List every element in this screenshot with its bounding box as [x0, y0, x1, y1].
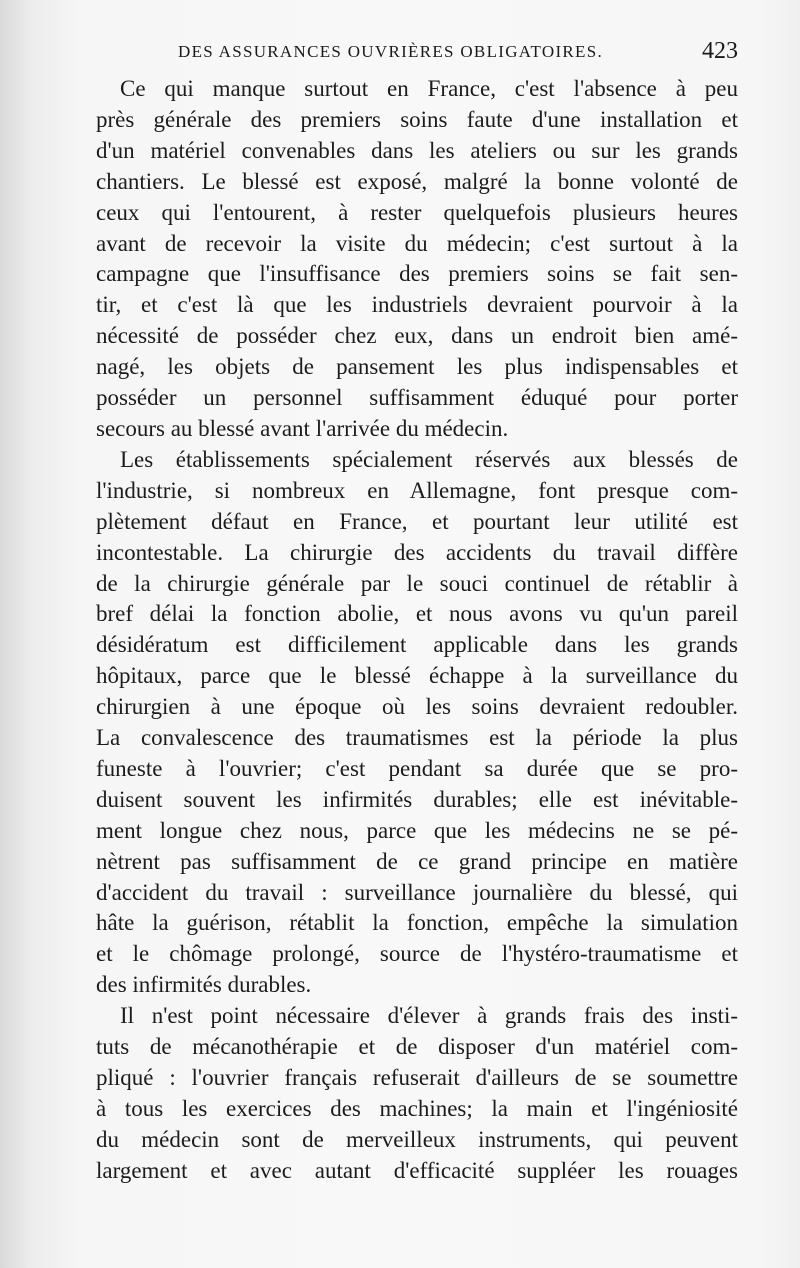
- text-line: La convalescence des traumatismes est la période la plus: [96, 725, 738, 751]
- text-line: hôpitaux, parce que le blessé échappe à la surveillance du: [96, 663, 738, 689]
- text-line: tir, et c'est là que les industriels devraient pourvoir à la: [96, 292, 738, 318]
- text-line: près générale des premiers soins faute d'une installation et: [96, 106, 738, 132]
- text-line: l'industrie, si nombreux en Allemagne, font presque com-: [96, 477, 738, 503]
- text-line: désidératum est difficilement applicable dans les grands: [96, 632, 738, 658]
- text-line: nètrent pas suffisamment de ce grand principe en matière: [96, 848, 738, 874]
- text-line: Ce qui manque surtout en France, c'est l'absence à peu: [120, 76, 738, 101]
- text-line: d'accident du travail : surveillance journalière du blessé, qui: [96, 879, 738, 905]
- text-line: d'un matériel convenables dans les ateliers ou sur les grands: [96, 137, 738, 163]
- text-line: ceux qui l'entourent, à rester quelquefois plusieurs heures: [96, 199, 738, 225]
- body-text: [96, 74, 738, 1187]
- text-line: largement et avec autant d'efficacité suppléer les rouages: [96, 1157, 738, 1183]
- text-line: plètement défaut en France, et pourtant leur utilité est: [96, 508, 738, 534]
- text-line: secours au blessé avant l'arrivée du médecin.: [96, 415, 509, 441]
- text-line: duisent souvent les infirmités durables; elle est inévitable-: [96, 786, 738, 812]
- text-line: nagé, les objets de pansement les plus indispensables et: [96, 354, 738, 380]
- text-line: incontestable. La chirurgie des accidents du travail diffère: [96, 539, 738, 565]
- text-line: chirurgien à une époque où les soins devraient redoubler.: [96, 694, 738, 720]
- page-number: 423: [702, 38, 738, 64]
- text-line: et le chômage prolongé, source de l'hystéro-traumatisme et: [96, 941, 738, 967]
- text-line: chantiers. Le blessé est exposé, malgré la bonne volonté de: [96, 168, 738, 194]
- text-line: pliqué : l'ouvrier français refuserait d'ailleurs de se soumettre: [96, 1065, 738, 1090]
- running-head: [178, 38, 738, 68]
- text-line: à tous les exercices des machines; la main et l'ingéniosité: [96, 1095, 738, 1121]
- text-line: campagne que l'insuffisance des premiers soins se fait sen-: [96, 261, 738, 287]
- text-line: posséder un personnel suffisamment éduqué pour porter: [96, 385, 738, 411]
- text-line: du médecin sont de merveilleux instruments, qui peuvent: [96, 1126, 738, 1152]
- text-line: funeste à l'ouvrier; c'est pendant sa durée que se pro-: [96, 755, 738, 781]
- text-line: tuts de mécanothérapie et de disposer d'un matériel com-: [96, 1034, 738, 1060]
- text-line: des infirmités durables.: [96, 972, 312, 998]
- text-line: Les établissements spécialement réservés aux blessés de: [120, 446, 738, 472]
- text-line: nécessité de posséder chez eux, dans un endroit bien amé-: [96, 323, 738, 349]
- text-line: Il n'est point nécessaire d'élever à grands frais des insti-: [120, 1003, 738, 1029]
- text-line: hâte la guérison, rétablit la fonction, empêche la simulation: [96, 910, 738, 936]
- paragraph-1: [96, 74, 738, 445]
- paragraph-2: [96, 445, 738, 1001]
- text-line: ment longue chez nous, parce que les médecins ne se pé-: [96, 817, 738, 843]
- text-line: avant de recevoir la visite du médecin; c'est surtout à la: [96, 230, 738, 256]
- paragraph-3: [96, 1001, 738, 1186]
- text-line: bref délai la fonction abolie, et nous avons vu qu'un pareil: [96, 601, 738, 627]
- text-line: de la chirurgie générale par le souci continuel de rétablir à: [96, 570, 738, 596]
- running-title: DES ASSURANCES OUVRIÈRES OBLIGATOIRES.: [178, 42, 604, 61]
